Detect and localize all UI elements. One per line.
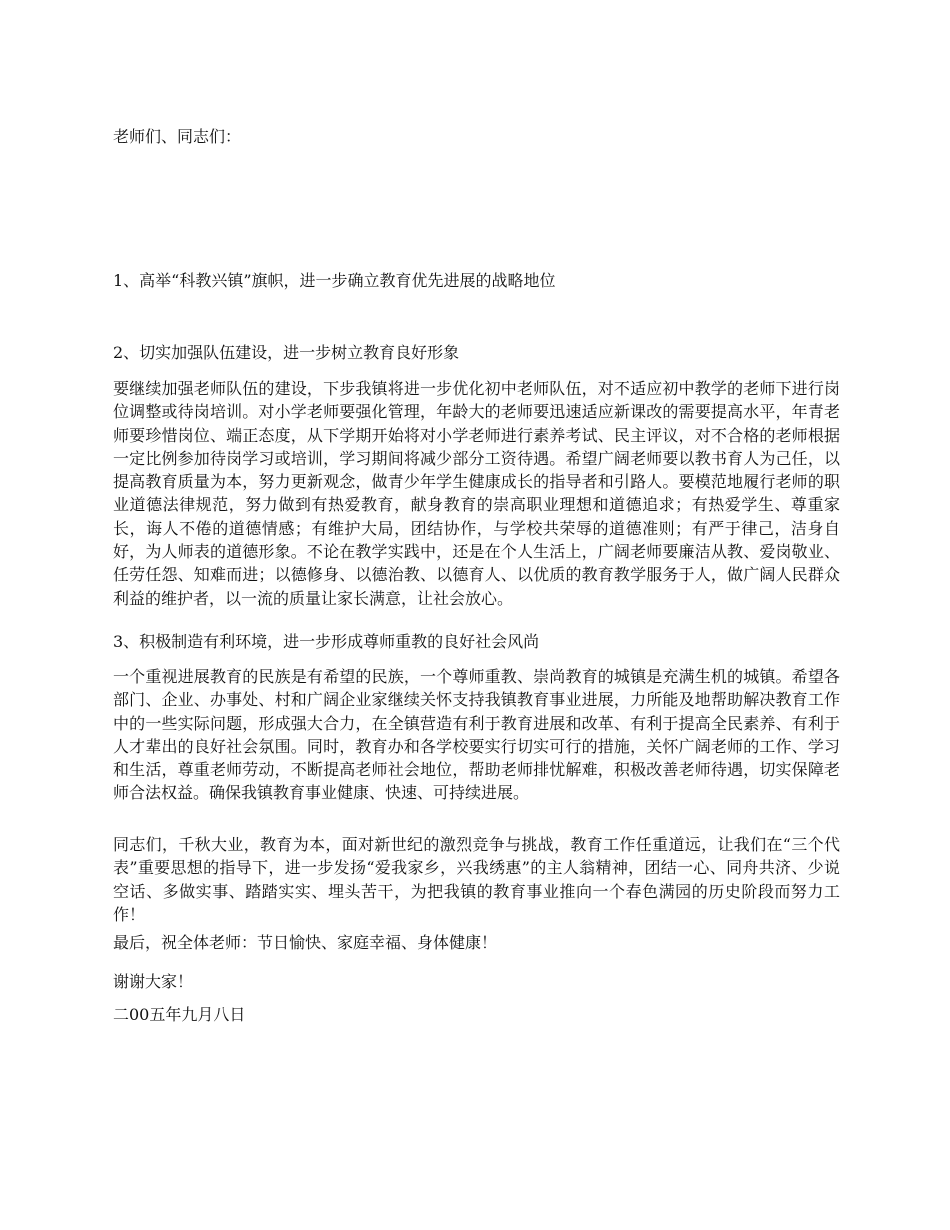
section-3-body: 一个重视进展教育的民族是有希望的民族，一个尊师重教、崇尚教育的城镇是充满生机的城镇。希望各部门、企业、办事处、村和广阔企业家继续关怀支持我镇教育事业进展，力所能及地帮助解决教育工作中的一些实际问题，形成强大合力，在全镇营造有利于教育进展和改革、有利于提高全民素养、有利于人才辈出的良好社会氛围。同时，教育办和各学校要实行切实可行的措施，关怀广阔老师的工作、学习和生活，尊重老师劳动，不断提高老师社会地位，帮助老师排忧解难，积极改善老师待遇，切实保障老师合法权益。确保我镇教育事业健康、快速、可持续进展。 bbox=[113, 667, 840, 803]
thanks: 谢谢大家！ bbox=[113, 972, 194, 991]
section-2-body: 要继续加强老师队伍的建设，下步我镇将进一步优化初中老师队伍，对不适应初中教学的老师下进行岗位调整或待岗培训。对小学老师要强化管理，年龄大的老师要迅速适应新课改的需要提高水平，年青老师要珍惜岗位、端正态度，从下学期开始将对小学老师进行素养考试、民主评议，对不合格的老师根据一定比例参加待岗学习或培训，学习期间将减少部分工资待遇。希望广阔老师要以教书育人为己任，以提高教育质量为本，努力更新观念，做青少年学生健康成长的指导者和引路人。要模范地履行老师的职业道德法律规范，努力做到有热爱教育，献身教育的崇高职业理想和道德追求；有热爱学生、尊重家长，诲人不倦的道德情感；有维护大局，团结协作，与学校共荣辱的道德准则；有严于律己，洁身自好，为人师表的道德形象。不论在教学实践中，还是在个人生活上，广阔老师要廉洁从教、爱岗敬业、任劳任怨、知难而进；以德修身、以德治教、以德育人、以优质的教育教学服务于人，做广阔人民群众利益的维护者，以一流的质量让家长满意，让社会放心。 bbox=[113, 379, 840, 608]
section-3-heading: 3、积极制造有利环境，进一步形成尊师重教的良好社会风尚 bbox=[113, 632, 540, 651]
section-1-heading: 1、高举“科教兴镇”旗帜，进一步确立教育优先进展的战略地位 bbox=[113, 271, 556, 290]
closing-paragraph: 同志们，千秋大业，教育为本，面对新世纪的激烈竞争与挑战，教育工作任重道远，让我们在“三个代表”重要思想的指导下，进一步发扬“爱我家乡，兴我绣惠”的主人翁精神，团结一心、同舟共济、少说空话、多做实事、踏踏实实、埋头苦干，为把我镇的教育事业推向一个春色满园的历史阶段而努力工作！ bbox=[113, 835, 840, 924]
closing-wishes: 最后，祝全体老师：节日愉快、家庭幸福、身体健康！ bbox=[113, 933, 498, 952]
greeting: 老师们、同志们： bbox=[113, 127, 242, 146]
date: 二00五年九月八日 bbox=[113, 1005, 246, 1024]
section-2-heading: 2、切实加强队伍建设，进一步树立教育良好形象 bbox=[113, 343, 460, 362]
